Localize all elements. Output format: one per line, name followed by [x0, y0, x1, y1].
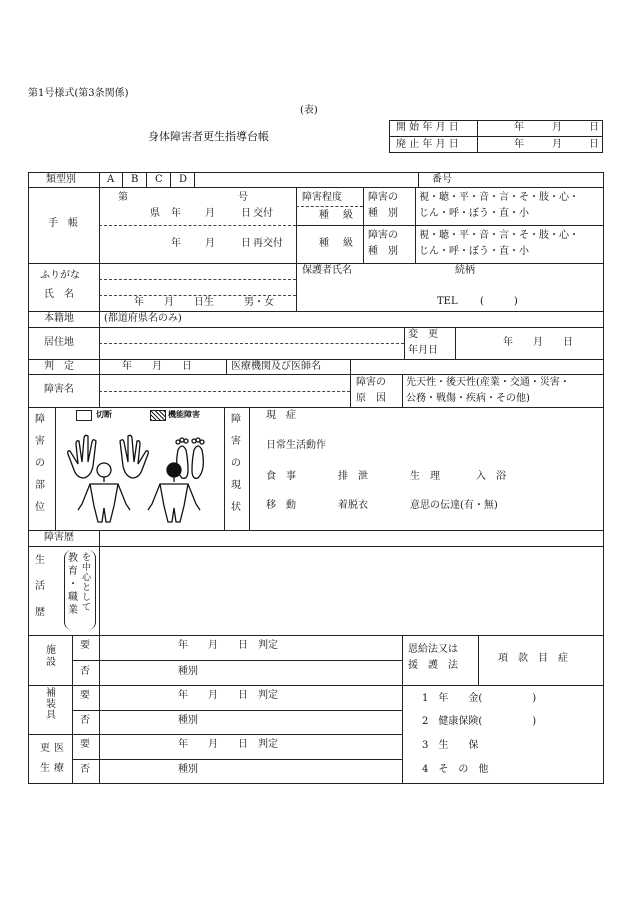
cause-text-2: 公務・戦傷・疾病・その他) — [406, 393, 530, 404]
medical-label-col2: 医 療 — [54, 743, 64, 774]
furigana-label: ふりがな — [40, 270, 80, 281]
kyu-shu-1: 種 — [319, 210, 329, 221]
cut-legend-label: 切断 — [96, 409, 112, 419]
end-hi: 日 — [589, 139, 599, 150]
eat-label: 食 事 — [266, 471, 296, 482]
equipment-kind: 種別 — [178, 715, 198, 726]
type-option-b: B — [131, 174, 139, 185]
facility-kind: 種別 — [178, 666, 198, 677]
facility-need: 要 — [80, 640, 90, 651]
sex-options: 男・女 — [244, 297, 274, 308]
side-label: (表) — [300, 105, 318, 116]
start-hi: 日 — [589, 122, 599, 133]
tel-label: TEL — [437, 296, 458, 307]
kinds-1a: 視・聴・平・音・言・そ・肢・心・ — [419, 192, 579, 203]
disability-name-label: 障害名 — [44, 384, 74, 395]
kind-label-2a: 障害の — [368, 230, 398, 241]
right-hand-icon — [120, 435, 148, 478]
medical-date-judge: 年 月 日 判定 — [178, 739, 278, 750]
life-note-col2: を 中 心 と し て — [82, 553, 92, 613]
left-hand-icon — [68, 435, 96, 478]
dressing-label: 着脱衣 — [338, 500, 368, 511]
body-part-label: 障 害 の 部 位 — [35, 414, 45, 513]
start-nen: 年 — [514, 122, 524, 133]
kinds-2b: じん・呼・ぼう・直・小 — [419, 246, 529, 257]
kind-label-1a: 障害の — [368, 192, 398, 203]
cause-label-2: 原 因 — [356, 393, 386, 404]
equipment-no-need: 否 — [80, 715, 90, 726]
change-label-2: 年月日 — [408, 345, 438, 356]
techo-go: 号 — [238, 192, 248, 203]
dysfunction-legend-label: 機能障害 — [168, 409, 200, 419]
benefit-items: 項 款 目 症 — [498, 653, 568, 664]
condition-label: 障 害 の 現 状 — [231, 414, 241, 513]
techo-dai: 第 — [118, 192, 128, 203]
techo-issued: 交付 — [253, 208, 273, 219]
change-date: 年 月 日 — [503, 337, 573, 348]
history-label: 障害歴 — [44, 532, 74, 543]
cause-text-1: 先天性・後天性(産業・交通・災害・ — [406, 377, 570, 388]
name-label: 氏 名 — [44, 289, 74, 300]
type-option-a: A — [107, 174, 115, 185]
start-tsuki: 月 — [552, 122, 562, 133]
excretion-label: 排 泄 — [338, 471, 368, 482]
front-figure-icon — [78, 463, 130, 522]
equipment-need: 要 — [80, 690, 90, 701]
body-diagram — [60, 420, 220, 528]
kyu-shu-2: 種 — [319, 238, 329, 249]
judge-label: 判 定 — [44, 361, 74, 372]
facility-no-need: 否 — [80, 666, 90, 677]
kyu-label-1: 級 — [343, 210, 353, 221]
other-benefit-3: 3 生 保 — [422, 740, 479, 751]
other-benefit-4: 4 そ の 他 — [422, 764, 489, 775]
medical-kind: 種別 — [178, 764, 198, 775]
techo-nen-2: 年 — [171, 238, 181, 249]
honseki-note: (都道府県名のみ) — [104, 313, 182, 324]
techo-ken: 県 — [150, 208, 160, 219]
equipment-label: 補 装 具 — [46, 688, 56, 721]
techo-tsuki-1: 月 — [205, 208, 215, 219]
form-number: 第1号様式(第3条関係) — [28, 88, 129, 99]
physiology-label: 生 理 — [410, 471, 440, 482]
other-benefit-1: 1 年 金( ) — [422, 693, 537, 704]
communication-label: 意思の伝達(有・無) — [410, 500, 498, 511]
techo-label: 手 帳 — [48, 218, 78, 229]
medical-label-col1: 更 生 — [40, 743, 50, 774]
hospital-label: 医療機関及び医師名 — [231, 361, 321, 372]
benefit-label-1: 恩給法又は — [408, 644, 458, 655]
techo-hi-2: 日 — [241, 238, 251, 249]
number-label: 番号 — [432, 174, 452, 185]
medical-need: 要 — [80, 739, 90, 750]
medical-no-need: 否 — [80, 764, 90, 775]
other-benefit-2: 2 健康保険( ) — [422, 716, 537, 727]
kind-label-2b: 種 別 — [368, 246, 398, 257]
type-option-c: C — [155, 174, 163, 185]
end-date-label: 廃 止 年 月 日 — [396, 139, 459, 150]
kinds-2a: 視・聴・平・音・言・そ・肢・心・ — [419, 230, 579, 241]
techo-reissued: 再交付 — [253, 238, 283, 249]
techo-hi-1: 日 — [241, 208, 251, 219]
end-tsuki: 月 — [552, 139, 562, 150]
facility-label: 施 設 — [46, 645, 56, 668]
judge-date: 年 月 日 — [122, 361, 192, 372]
kinds-1b: じん・呼・ぼう・直・小 — [419, 208, 529, 219]
type-label: 類型別 — [46, 174, 76, 185]
honseki-label: 本籍地 — [44, 313, 74, 324]
equipment-date-judge: 年 月 日 判定 — [178, 690, 278, 701]
techo-nen-1: 年 — [171, 208, 181, 219]
life-history-label: 生 活 歴 — [35, 555, 45, 618]
kind-label-1b: 種 別 — [368, 208, 398, 219]
benefit-label-2: 援 護 法 — [408, 660, 458, 671]
change-label-1: 変 更 — [408, 329, 438, 340]
tel-paren: ( ) — [480, 296, 518, 307]
kyu-label-2: 級 — [343, 238, 353, 249]
cause-label-1: 障害の — [356, 377, 386, 388]
guardian-label: 保護者氏名 — [302, 265, 352, 276]
address-label: 居住地 — [44, 337, 74, 348]
life-note-col1: 教 育 ・ 職 業 — [68, 553, 78, 616]
bath-label: 入 浴 — [476, 471, 506, 482]
birth-date: 年 月 日生 — [134, 297, 214, 308]
facility-date-judge: 年 月 日 判定 — [178, 640, 278, 651]
start-date-label: 開 始 年 月 日 — [396, 122, 459, 133]
current-label: 現 症 — [266, 410, 296, 421]
move-label: 移 動 — [266, 500, 296, 511]
techo-tsuki-2: 月 — [205, 238, 215, 249]
adl-label: 日常生活動作 — [266, 440, 326, 451]
type-option-d: D — [179, 174, 188, 185]
degree-label: 障害程度 — [302, 192, 342, 203]
relation-label: 続柄 — [455, 265, 475, 276]
page-title: 身体障害者更生指導台帳 — [148, 130, 269, 143]
end-nen: 年 — [514, 139, 524, 150]
